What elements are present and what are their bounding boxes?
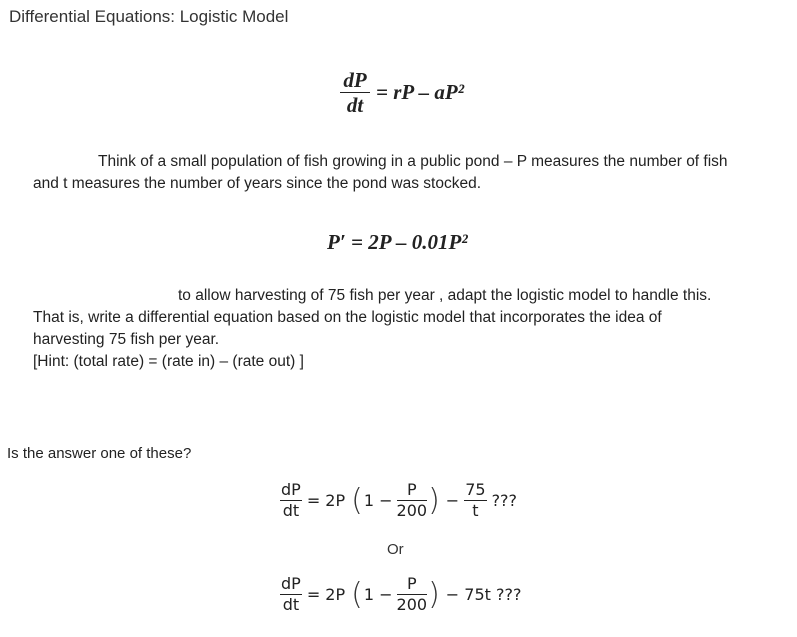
fraction-numerator: 75 [465, 480, 486, 499]
fraction-denominator: dt [282, 595, 300, 614]
question-text: Is the answer one of these? [7, 445, 192, 462]
or-separator: Or [387, 541, 404, 558]
page-title: Differential Equations: Logistic Model [9, 7, 289, 26]
hint-line: [Hint: (total rate) = (rate in) – (rate out) ] [33, 353, 304, 370]
option-b-equation [280, 574, 526, 615]
task-line: to allow harvesting of 75 fish per year , adapt the logistic model to handle this. [178, 287, 712, 304]
harvest-fraction [464, 480, 486, 521]
one-minus: 1 − [363, 585, 393, 604]
right-paren: ) [428, 576, 440, 612]
p-over-200-fraction [397, 480, 428, 521]
left-paren: ( [351, 576, 363, 612]
task-paragraph [33, 285, 778, 373]
p-over-200-fraction [397, 574, 428, 615]
equation-rhs: = rP – aP² [376, 80, 465, 104]
equals-2p: = 2P [306, 585, 346, 604]
fraction-denominator: 200 [396, 501, 428, 520]
intro-line: and t measures the number of years since the pond was stocked. [33, 175, 482, 192]
fraction-numerator: dP [343, 68, 367, 92]
lhs-fraction [280, 480, 302, 521]
lhs-fraction [280, 574, 302, 615]
growth-equation: P′ = 2P – 0.01P² [327, 230, 468, 254]
task-line: harvesting 75 fish per year. [33, 331, 220, 348]
minus-sign: − [445, 491, 460, 510]
intro-line: Think of a small population of fish growing in a public pond – P measures the number of fish [98, 153, 728, 170]
intro-paragraph [33, 151, 773, 195]
question-marks: ??? [491, 491, 518, 510]
left-paren: ( [351, 482, 363, 518]
one-minus: 1 − [363, 491, 393, 510]
logistic-equation [340, 68, 464, 117]
fraction-numerator: P [406, 574, 417, 593]
harvest-term: − 75t ??? [445, 585, 522, 604]
task-line: That is, write a differential equation based on the logistic model that incorporates the idea of [33, 309, 662, 326]
fraction-denominator: dt [282, 501, 300, 520]
fraction-numerator: dP [281, 480, 301, 499]
equals-2p: = 2P [306, 491, 346, 510]
derivative-fraction [340, 68, 370, 117]
fraction-numerator: dP [281, 574, 301, 593]
fraction-denominator: t [472, 501, 479, 520]
fraction-denominator: dt [346, 93, 364, 117]
fraction-numerator: P [406, 480, 417, 499]
fraction-denominator: 200 [396, 595, 428, 614]
option-a-equation [280, 480, 522, 521]
right-paren: ) [428, 482, 440, 518]
